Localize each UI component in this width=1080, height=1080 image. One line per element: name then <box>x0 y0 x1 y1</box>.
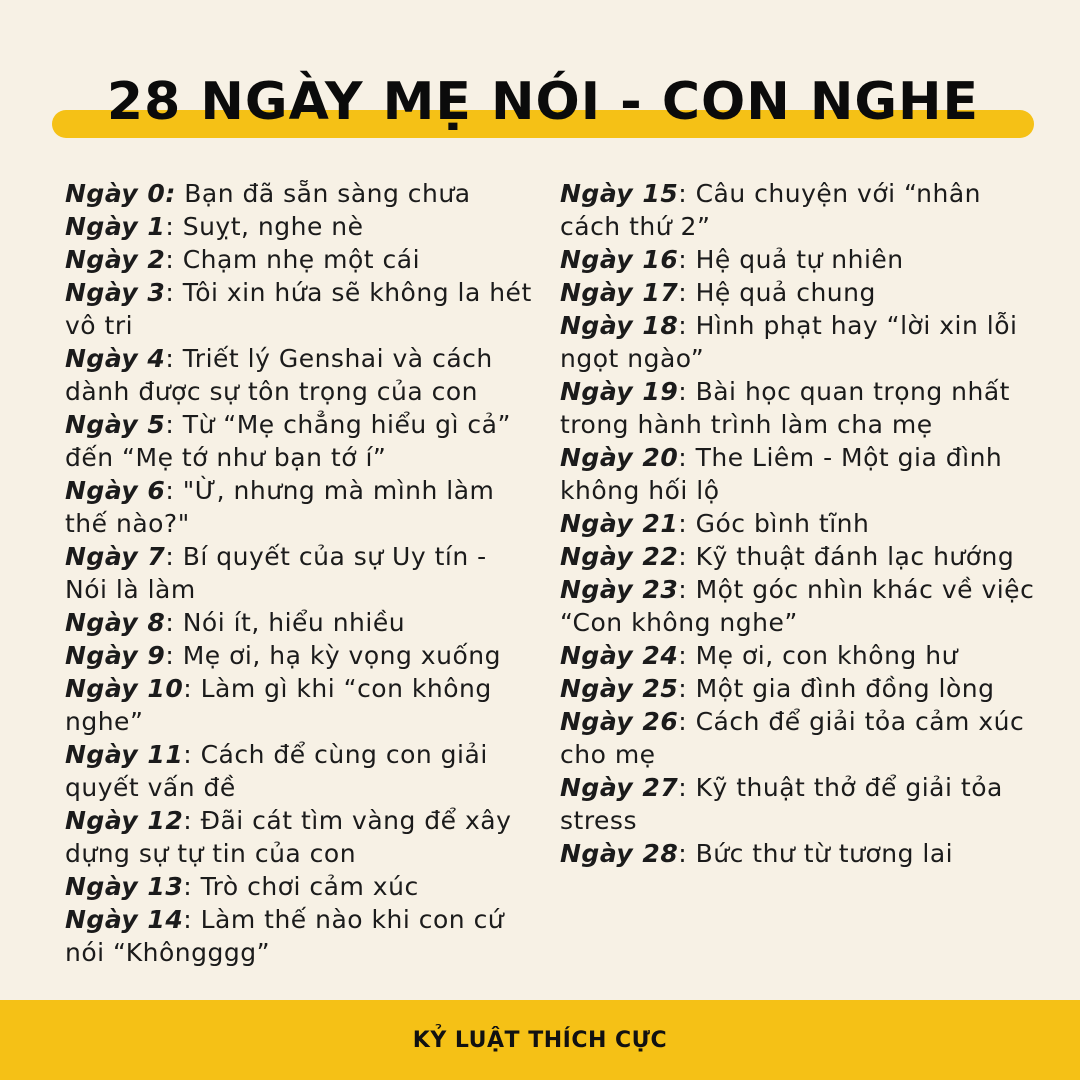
day-title: : Mẹ ơi, con không hư <box>678 641 958 670</box>
day-title: : Trò chơi cảm xúc <box>183 872 419 901</box>
title-block <box>0 66 1080 146</box>
day-entry <box>65 177 535 210</box>
day-label: Ngày 22 <box>560 542 679 571</box>
day-label: Ngày 24 <box>560 641 679 670</box>
day-entry <box>560 639 1035 672</box>
day-entry <box>65 408 535 474</box>
day-title: : Bài học quan trọng nhất trong hành trình làm cha mẹ <box>560 377 1010 439</box>
day-label: Ngày 2 <box>65 245 166 274</box>
day-entry <box>560 441 1035 507</box>
day-entry <box>65 639 535 672</box>
day-entry <box>560 177 1035 243</box>
day-label: Ngày 6 <box>65 476 166 505</box>
day-title: : Cách để giải tỏa cảm xúc cho mẹ <box>560 707 1025 769</box>
day-title: : Bí quyết của sự Uy tín - Nói là làm <box>65 542 487 604</box>
day-entry <box>65 804 535 870</box>
day-label: Ngày 27 <box>560 773 679 802</box>
day-label: Ngày 23 <box>560 575 679 604</box>
day-label: Ngày 4 <box>65 344 166 373</box>
day-title: : Hệ quả chung <box>678 278 876 307</box>
day-label: Ngày 5 <box>65 410 166 439</box>
page-title: 28 NGÀY MẸ NÓI - CON NGHE <box>106 72 980 132</box>
day-title: : The Liêm - Một gia đình không hối lộ <box>560 443 1003 505</box>
day-label: Ngày 9 <box>65 641 166 670</box>
day-title: : Triết lý Genshai và cách dành được sự tôn trọng của con <box>65 344 493 406</box>
day-entry <box>560 507 1035 540</box>
day-title: : Bức thư từ tương lai <box>678 839 954 868</box>
day-title: : Một góc nhìn khác về việc “Con không nghe” <box>560 575 1035 637</box>
day-label: Ngày 25 <box>560 674 679 703</box>
day-entry <box>560 243 1035 276</box>
day-label: Ngày 16 <box>560 245 679 274</box>
day-label: Ngày 13 <box>65 872 184 901</box>
day-title: : Kỹ thuật đánh lạc hướng <box>678 542 1015 571</box>
day-entry <box>560 771 1035 837</box>
day-title: : Kỹ thuật thở để giải tỏa stress <box>560 773 1003 835</box>
day-title: : Làm gì khi “con không nghe” <box>65 674 492 736</box>
day-label: Ngày 10 <box>65 674 184 703</box>
day-title: : Đãi cát tìm vàng để xây dựng sự tự tin của con <box>65 806 512 868</box>
day-entry <box>65 903 535 969</box>
day-title: : Một gia đình đồng lòng <box>678 674 995 703</box>
day-label: Ngày 15 <box>560 179 679 208</box>
day-title: : Nói ít, hiểu nhiều <box>165 608 406 637</box>
day-label: Ngày 26 <box>560 707 679 736</box>
left-day-list <box>65 177 535 969</box>
day-entry <box>560 573 1035 639</box>
day-entry <box>65 474 535 540</box>
day-title: : Câu chuyện với “nhân cách thứ 2” <box>560 179 981 241</box>
day-entry <box>65 243 535 276</box>
day-title: : Mẹ ơi, hạ kỳ vọng xuống <box>165 641 501 670</box>
day-label: Ngày 8 <box>65 608 166 637</box>
day-title: Bạn đã sẵn sàng chưa <box>175 179 471 208</box>
day-entry <box>65 540 535 606</box>
day-title: : Làm thế nào khi con cứ nói “Khôngggg” <box>65 905 505 967</box>
day-label: Ngày 21 <box>560 509 679 538</box>
day-entry <box>65 606 535 639</box>
day-label: Ngày 18 <box>560 311 679 340</box>
day-title: : Hệ quả tự nhiên <box>678 245 904 274</box>
day-entry <box>560 375 1035 441</box>
day-title: : Từ “Mẹ chẳng hiểu gì cả” đến “Mẹ tớ như bạn tớ í” <box>65 410 511 472</box>
day-label: Ngày 3 <box>65 278 166 307</box>
day-label: Ngày 1 <box>65 212 166 241</box>
day-entry <box>65 276 535 342</box>
day-label: Ngày 17 <box>560 278 679 307</box>
footer-bar <box>0 1000 1080 1080</box>
day-entry <box>560 309 1035 375</box>
day-title: : Suỵt, nghe nè <box>165 212 364 241</box>
day-label: Ngày 11 <box>65 740 184 769</box>
day-label: Ngày 14 <box>65 905 184 934</box>
day-entry <box>65 738 535 804</box>
day-entry <box>65 870 535 903</box>
day-title: : "Ừ, nhưng mà mình làm thế nào?" <box>65 476 495 538</box>
day-title: : Cách để cùng con giải quyết vấn đề <box>65 740 488 802</box>
day-title: : Góc bình tĩnh <box>678 509 870 538</box>
day-label: Ngày 20 <box>560 443 679 472</box>
right-day-list <box>560 177 1035 870</box>
day-entry <box>560 705 1035 771</box>
day-entry <box>65 210 535 243</box>
day-title: : Tôi xin hứa sẽ không la hét vô tri <box>65 278 532 340</box>
day-label: Ngày 7 <box>65 542 166 571</box>
day-label: Ngày 28 <box>560 839 679 868</box>
day-entry <box>560 540 1035 573</box>
day-entry <box>560 837 1035 870</box>
footer-brand-text: KỶ LUẬT THÍCH CỰC <box>412 1027 668 1053</box>
day-entry <box>65 342 535 408</box>
day-title: : Hình phạt hay “lời xin lỗi ngọt ngào” <box>560 311 1018 373</box>
day-label: Ngày 19 <box>560 377 679 406</box>
day-entry <box>560 672 1035 705</box>
day-entry <box>560 276 1035 309</box>
day-label: Ngày 0: <box>65 179 176 208</box>
day-label: Ngày 12 <box>65 806 184 835</box>
day-entry <box>65 672 535 738</box>
day-title: : Chạm nhẹ một cái <box>165 245 421 274</box>
